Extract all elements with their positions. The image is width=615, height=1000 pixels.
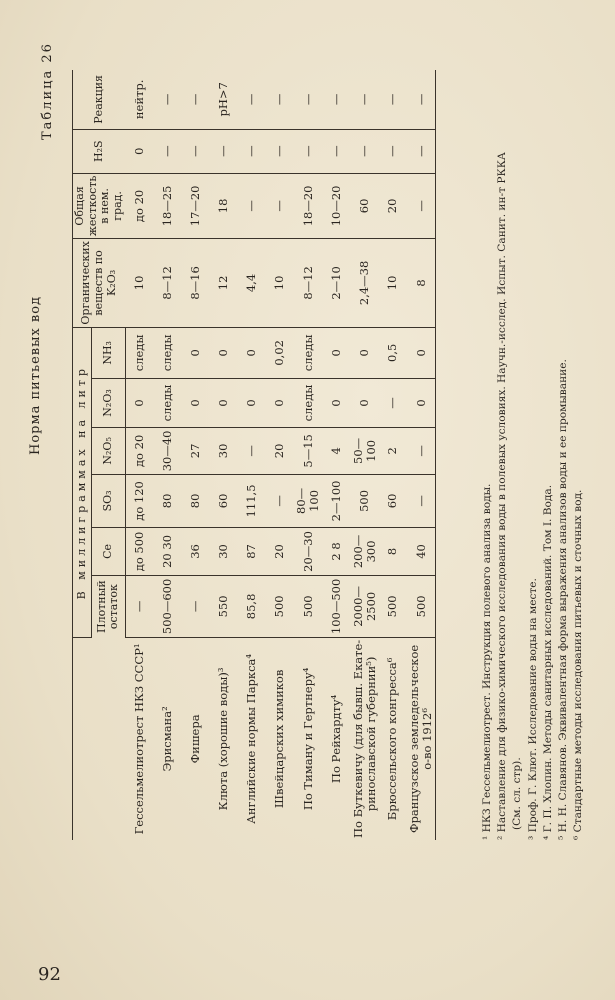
drinking-water-norms-table [72, 70, 436, 840]
cell-reaction: pH>7 [210, 70, 238, 129]
cell-nh3: следы [294, 327, 322, 378]
cell-reaction: — [323, 70, 351, 129]
header-hardness: Общая жесткость в нем. град. [73, 173, 126, 239]
cell-nh3: 0 [182, 327, 210, 378]
cell-h2s: — [294, 129, 322, 173]
cell-nh3: 0 [351, 327, 379, 378]
row-label: Брюссельского конгресса⁶ [385, 657, 400, 821]
cell-n2o3: 0 [323, 379, 351, 428]
cell-organic: 10 [379, 239, 407, 327]
cell-so3: — [407, 474, 436, 527]
cell-organic: 12 [210, 239, 238, 327]
cell-n2o3: 0 [126, 379, 155, 428]
cell-so3: 60 [210, 474, 238, 527]
cell-so3: 80 [154, 474, 182, 527]
cell-h2s: — [323, 129, 351, 173]
table-row [154, 70, 182, 840]
cell-h2s: — [154, 129, 182, 173]
cell-hardness: 18—25 [154, 173, 182, 239]
cell-so3: 80—100 [294, 474, 322, 527]
cell-hardness: 18—20 [294, 173, 322, 239]
cell-reaction: — [238, 70, 266, 129]
table-row [182, 70, 210, 840]
header-so3: SO₃ [91, 474, 125, 527]
row-label [407, 637, 436, 840]
cell-nh3: 0 [210, 327, 238, 378]
cell-n2o5: 50—100 [351, 427, 379, 474]
cell-dry: 100—500 [323, 575, 351, 637]
cell-n2o5: 27 [182, 427, 210, 474]
cell-cl: 2 8 [323, 527, 351, 575]
row-label: Гессельмелиотрест НКЗ СССР¹ [132, 643, 147, 835]
cell-hardness: 17—20 [182, 173, 210, 239]
header-unit-group: В миллиграммах на литр [73, 327, 92, 637]
table-row [323, 70, 351, 840]
cell-so3: — [266, 474, 294, 527]
cell-cl: 40 [407, 527, 436, 575]
header-cl: Ce [91, 527, 125, 575]
cell-dry: 2000—2500 [351, 575, 379, 637]
cell-reaction: — [351, 70, 379, 129]
cell-hardness: — [407, 173, 436, 239]
cell-reaction: — [407, 70, 436, 129]
cell-n2o3: 0 [407, 379, 436, 428]
cell-h2s: 0 [126, 129, 155, 173]
cell-nh3: 0,02 [266, 327, 294, 378]
cell-n2o3: 0 [210, 379, 238, 428]
cell-reaction: — [182, 70, 210, 129]
row-label: Клюта (хорошие воды)³ [216, 667, 231, 811]
table-row [210, 70, 238, 840]
cell-n2o5: 30—40 [154, 427, 182, 474]
cell-h2s: — [266, 129, 294, 173]
cell-organic: 4,4 [238, 239, 266, 327]
cell-h2s: — [407, 129, 436, 173]
cell-n2o3: 0 [238, 379, 266, 428]
footnotes [480, 40, 586, 840]
row-label: По Тиману и Гертнеру⁴ [300, 667, 315, 811]
cell-dry: 500 [294, 575, 322, 637]
cell-dry: 85,8 [238, 575, 266, 637]
cell-organic: 10 [266, 239, 294, 327]
page-number: 92 [38, 964, 61, 985]
cell-n2o3: следы [154, 379, 182, 428]
footnote: ⁵ Н. Н. Славянов. Эквивалентная форма выражения анализов воды и ее промывание. [557, 359, 570, 840]
header-row-top [73, 70, 92, 840]
table-row [238, 70, 266, 840]
cell-hardness: — [238, 173, 266, 239]
cell-so3: 80 [182, 474, 210, 527]
cell-n2o3: — [379, 379, 407, 428]
cell-n2o3: 0 [266, 379, 294, 428]
footnote-continuation: (См. сл. стр). [511, 757, 524, 830]
cell-so3: 2—100 [323, 474, 351, 527]
running-head: Норма питьевых вод [28, 295, 43, 455]
cell-n2o3: 0 [182, 379, 210, 428]
cell-hardness: 20 [379, 173, 407, 239]
cell-organic: 8—12 [294, 239, 322, 327]
footnote: ⁴ Г. П. Хлопин. Методы санитарных исследований. Том I. Вода. [541, 484, 554, 840]
cell-n2o5: 4 [323, 427, 351, 474]
cell-cl: 30 [210, 527, 238, 575]
cell-reaction: — [266, 70, 294, 129]
cell-reaction: нейтр. [126, 70, 155, 129]
cell-n2o3: 0 [351, 379, 379, 428]
cell-n2o3: следы [294, 379, 322, 428]
cell-h2s: — [182, 129, 210, 173]
row-label-line2: о-во 1912⁶ [420, 708, 435, 770]
cell-dry: 500 [266, 575, 294, 637]
footnote: ⁶ Стандартные методы исследования питьевых и сточных вод. [572, 489, 585, 840]
cell-dry: 500 [379, 575, 407, 637]
row-label-line1: По Буткевичу (для бывш. Екате- [350, 639, 365, 838]
cell-reaction: — [379, 70, 407, 129]
cell-h2s: — [238, 129, 266, 173]
cell-n2o5: 20 [266, 427, 294, 474]
cell-dry: — [182, 575, 210, 637]
cell-n2o5: до 20 [126, 427, 155, 474]
cell-organic: 8—12 [154, 239, 182, 327]
cell-cl: 20 30 [154, 527, 182, 575]
row-label: Эрисмана² [160, 706, 175, 772]
row-label: Фишера [188, 714, 203, 764]
cell-so3: 111,5 [238, 474, 266, 527]
header-nh3: NH₃ [91, 327, 125, 378]
header-reaction: Реакция [73, 70, 126, 129]
cell-hardness: — [266, 173, 294, 239]
cell-so3: до 120 [126, 474, 155, 527]
row-label-line2: ринославской губернии⁵) [363, 656, 378, 812]
cell-cl: 8 [379, 527, 407, 575]
header-blank [73, 637, 126, 840]
cell-hardness: 60 [351, 173, 379, 239]
footnote: ¹ НКЗ Гессельмелиотрест. Инструкция полевого анализа воды. [481, 483, 493, 840]
cell-hardness: 18 [210, 173, 238, 239]
header-n2o5: N₂O₅ [91, 427, 125, 474]
header-dry-residue: Плотный остаток [91, 575, 125, 637]
cell-n2o5: 2 [379, 427, 407, 474]
row-label: Швейцарских химиков [272, 669, 287, 809]
cell-nh3: 0,5 [379, 327, 407, 378]
table-row [294, 70, 322, 840]
table-row [379, 70, 407, 840]
row-label [351, 637, 379, 840]
cell-cl: до 500 [126, 527, 155, 575]
cell-dry: 500 [407, 575, 436, 637]
footnote: ² Наставление для физико-химического исследования воды в полевых условиях. Научн.-исслед. Испыт. Санит. ин-т РККА [496, 152, 509, 840]
cell-n2o5: — [407, 427, 436, 474]
cell-cl: 200—300 [351, 527, 379, 575]
table-row [126, 70, 155, 840]
table-row [266, 70, 294, 840]
cell-reaction: — [154, 70, 182, 129]
cell-cl: 20 [266, 527, 294, 575]
footnote: ³ Проф. Г. Клют. Исследование воды на месте. [526, 578, 539, 840]
cell-nh3: 0 [323, 327, 351, 378]
header-n2o3: N₂O₃ [91, 379, 125, 428]
cell-hardness: 10—20 [323, 173, 351, 239]
cell-h2s: — [351, 129, 379, 173]
cell-organic: 8 [407, 239, 436, 327]
cell-cl: 36 [182, 527, 210, 575]
cell-n2o5: — [238, 427, 266, 474]
cell-nh3: 0 [407, 327, 436, 378]
cell-nh3: следы [154, 327, 182, 378]
row-label: Английские нормы Паркса⁴ [244, 653, 259, 824]
cell-nh3: следы [126, 327, 155, 378]
cell-n2o5: 5—15 [294, 427, 322, 474]
header-h2s: H₂S [73, 129, 126, 173]
cell-h2s: — [210, 129, 238, 173]
table-row [351, 70, 379, 840]
cell-dry: 500—600 [154, 575, 182, 637]
cell-organic: 8—16 [182, 239, 210, 327]
cell-nh3: 0 [238, 327, 266, 378]
cell-organic: 2,4—38 [351, 239, 379, 327]
table-row [407, 70, 436, 840]
row-label-line1: Французское земледельческое [406, 644, 421, 834]
cell-so3: 500 [351, 474, 379, 527]
cell-cl: 87 [238, 527, 266, 575]
cell-hardness: до 20 [126, 173, 155, 239]
cell-n2o5: 30 [210, 427, 238, 474]
header-organic: Органических веществ по K₂O₃ [73, 239, 126, 327]
cell-dry: 550 [210, 575, 238, 637]
cell-reaction: — [294, 70, 322, 129]
row-label: По Рейхардту⁴ [328, 694, 343, 784]
cell-cl: 20—30 [294, 527, 322, 575]
table-number: Таблица 26 [40, 42, 55, 140]
cell-h2s: — [379, 129, 407, 173]
cell-dry: — [126, 575, 155, 637]
cell-organic: 2—10 [323, 239, 351, 327]
cell-so3: 60 [379, 474, 407, 527]
cell-organic: 10 [126, 239, 155, 327]
